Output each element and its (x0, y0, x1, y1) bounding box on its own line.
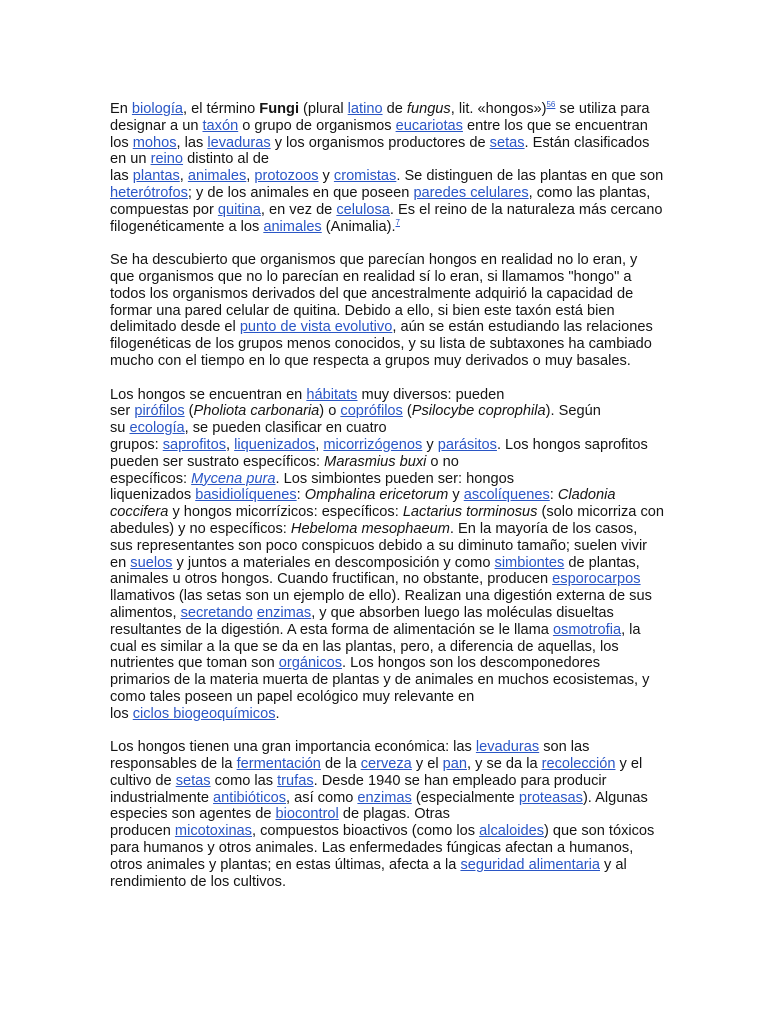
text-run: o no (426, 453, 459, 470)
link-secretando[interactable]: secretando (180, 604, 253, 621)
link-fermentacion[interactable]: fermentación (236, 756, 321, 773)
text-run: de la (320, 756, 361, 773)
text-run: . Desde 1940 se han empleado para producir industrialmente (110, 772, 607, 806)
paragraph-intro (110, 101, 664, 235)
paragraph-economy (110, 739, 664, 890)
link-paredes-celulares[interactable]: paredes celulares (413, 184, 529, 201)
text-run: . (275, 705, 280, 722)
text-run: su (110, 420, 130, 437)
link-setas[interactable]: setas (489, 134, 525, 151)
text-run: Marasmius buxi (324, 453, 427, 470)
text-run: Omphalina ericetorum (304, 487, 449, 504)
link-levaduras[interactable]: levaduras (207, 134, 271, 151)
text-run: : (549, 487, 558, 504)
text-run: , (246, 168, 255, 185)
text-run: . Los hongos son los descomponedores primarios de la materia muerta de plantas y de animales en muchos ecosistemas, y como tales poseen un papel ecológico muy relevante en (110, 655, 650, 705)
text-run: Los hongos tienen una gran importancia económica: las (110, 739, 476, 756)
link-micotoxinas[interactable]: micotoxinas (174, 823, 252, 840)
link-liquenizados[interactable]: liquenizados (234, 436, 316, 453)
text-run: y (448, 487, 464, 504)
link-esporocarpos[interactable]: esporocarpos (552, 571, 641, 588)
reference-link-56[interactable]: 56 (546, 100, 556, 109)
link-osmotrofia[interactable]: osmotrofia (552, 621, 622, 638)
text-run: En (110, 101, 132, 117)
link-organicos[interactable]: orgánicos (278, 655, 343, 672)
link-habitats[interactable]: hábitats (306, 386, 358, 403)
text-run: ser (110, 403, 135, 420)
text-run: ; y de los animales en que poseen (187, 184, 414, 201)
link-coprofilos[interactable]: coprófilos (340, 403, 403, 420)
text-run: y hongos micorrízicos: específicos: (168, 504, 403, 521)
reference-marker (396, 218, 400, 227)
text-run: Psilocybe coprophila (411, 403, 546, 420)
link-protozoos[interactable]: protozoos (254, 168, 319, 185)
link-pan[interactable]: pan (442, 756, 467, 773)
text-run: , en vez de (260, 201, 337, 218)
text-run: fungus (406, 101, 451, 117)
link-alcaloides[interactable]: alcaloides (479, 823, 544, 840)
link-antibioticos[interactable]: antibióticos (213, 789, 287, 806)
text-run: y el (411, 756, 443, 773)
text-run: : (296, 487, 305, 504)
text-run: (solo micorriza con abedules) y no específicos: (110, 504, 664, 537)
text-run: ). Algunas especies son agentes de (110, 789, 648, 823)
link-recoleccion[interactable]: recolección (541, 756, 616, 773)
text-run: (Animalia). (321, 218, 396, 235)
text-run: , y se da la (467, 756, 542, 773)
link-celulosa[interactable]: celulosa (336, 201, 390, 218)
link-basidioliquenes[interactable]: basidiolíquenes (195, 487, 297, 504)
link-ciclos-biogeoquimicos[interactable]: ciclos biogeoquímicos (132, 705, 276, 722)
text-run: , la cual es similar a la que se da en las plantas, pero, a diferencia de aquellas, los nutrientes que toman son (110, 621, 641, 672)
text-run: ) o (319, 403, 341, 420)
text-run: los (110, 705, 133, 722)
text-run: , (315, 436, 324, 453)
link-reino[interactable]: reino (150, 151, 184, 168)
text-run: Fungi (259, 101, 299, 117)
text-run: muy diversos: pueden (357, 386, 505, 403)
text-run: Hebeloma mesophaeum (290, 520, 450, 537)
text-run: . Se distinguen de las plantas en que son (396, 168, 664, 185)
link-saprofitos[interactable]: saprofitos (162, 436, 227, 453)
text-run: , (226, 436, 235, 453)
link-plantas[interactable]: plantas (132, 168, 180, 185)
link-eucariotas[interactable]: eucariotas (395, 117, 463, 134)
text-run: , aún se están estudiando las relaciones filogenéticas de los grupos menos conocidos, y su lista de subtaxones ha cambiado mucho con el tiempo en lo que respecta a grupos muy derivados o muy basales. (110, 319, 653, 369)
text-run: ( (402, 403, 412, 420)
link-enzimas[interactable]: enzimas (256, 604, 312, 621)
text-run: de plagas. Otras (338, 806, 450, 823)
text-run: llamativos (las setas son un ejemplo de ello). Realizan una digestión externa de sus (110, 588, 652, 605)
link-simbiontes[interactable]: simbiontes (494, 554, 565, 571)
link-parasitos[interactable]: parásitos (437, 436, 497, 453)
link-biologia[interactable]: biología (131, 101, 184, 117)
text-run: Lactarius torminosus (402, 504, 538, 521)
text-run: de plantas, animales u otros hongos. Cuando fructifican, no obstante, producen (110, 554, 640, 588)
text-run: , así como (286, 789, 358, 806)
link-ecologia[interactable]: ecología (129, 420, 185, 437)
text-run: Los hongos se encuentran en (110, 386, 307, 403)
text-run: (plural (299, 101, 348, 117)
text-run: Cladonia coccifera (110, 487, 616, 521)
link-quitina[interactable]: quitina (217, 201, 261, 218)
link-mohos[interactable]: mohos (132, 134, 177, 151)
text-run: como las (210, 772, 278, 789)
text-run: se utiliza para designar a un (110, 101, 650, 134)
text-run: liquenizados (110, 487, 196, 504)
text-run: , el término (183, 101, 260, 117)
link-proteasas[interactable]: proteasas (518, 789, 583, 806)
text-run: grupos: (110, 436, 163, 453)
text-run: , las (176, 134, 208, 151)
text-run: (especialmente (411, 789, 519, 806)
text-run: o grupo de organismos (238, 117, 396, 134)
link-enzimas[interactable]: enzimas (357, 789, 412, 806)
paragraph-phylogeny (110, 252, 664, 370)
text-run: entre los que se encuentran los (110, 117, 648, 151)
text-run: específicos: (110, 470, 192, 487)
text-run: Se ha descubierto que organismos que parecían hongos en realidad no lo eran, y que organismos que no lo parecían en realidad sí lo eran, si llamamos "hongo" a todos los organismos derivados del que ancestralmente adquirió la capacidad de formar una pared celular de quitina. Debido a ello, si bien este taxón está bien delimitado desde el (110, 252, 638, 336)
text-run: ). Según (545, 403, 601, 420)
link-setas[interactable]: setas (175, 772, 211, 789)
text-run: , (179, 168, 188, 185)
text-run: . Están clasificados en un (110, 134, 650, 168)
text-run: y (422, 436, 438, 453)
paragraph-habitats (110, 387, 664, 723)
text-run: , y que absorben luego las moléculas disueltas resultantes de la digestión. A esta forma de alimentación se le llama (110, 604, 614, 638)
text-run: . Los hongos saprofitos pueden ser sustrato específicos: (110, 436, 648, 470)
link-biocontrol[interactable]: biocontrol (275, 806, 339, 823)
text-run: , compuestos bioactivos (como los (251, 823, 480, 840)
link-seguridad-alimentaria[interactable]: seguridad alimentaria (460, 856, 600, 873)
link-cerveza[interactable]: cerveza (360, 756, 412, 773)
link-mycena-pura[interactable]: Mycena pura (191, 470, 276, 487)
text-run: de (382, 101, 407, 117)
text-run: ( (184, 403, 194, 420)
text-run: las (110, 168, 133, 185)
link-heterotrofos[interactable]: heterótrofos (110, 184, 188, 201)
link-micorrizogenos[interactable]: micorrizógenos (323, 436, 423, 453)
text-run: alimentos, (110, 604, 181, 621)
link-levaduras[interactable]: levaduras (475, 739, 540, 756)
text-run: y (318, 168, 334, 185)
reference-link-7[interactable]: 7 (395, 217, 400, 227)
text-run: , se pueden clasificar en cuatro (184, 420, 387, 437)
article-body (110, 101, 664, 907)
link-taxon[interactable]: taxón (202, 117, 239, 134)
text-run: y el cultivo de (110, 756, 643, 789)
link-suelos[interactable]: suelos (130, 554, 173, 571)
text-run: Pholiota carbonaria (193, 403, 320, 420)
text-run: y los organismos productores de (270, 134, 490, 151)
text-run: , como las plantas, compuestas por (110, 184, 651, 218)
text-run: ) que son tóxicos para humanos y otros animales. Las enfermedades fúngicas afectan a humanos, otros animales y plantas; en estas últimas, afecta a la (110, 823, 655, 873)
text-run: producen (110, 823, 175, 840)
text-run: . En la mayoría de los casos, sus representantes son poco conspicuos debido a su diminuto tamaño; suelen vivir en (110, 520, 648, 571)
link-latino[interactable]: latino (347, 101, 383, 117)
text-run: y juntos a materiales en descomposición y como (172, 554, 495, 571)
link-animales[interactable]: animales (187, 168, 247, 185)
text-run: . Los simbiontes pueden ser: hongos (275, 470, 515, 487)
text-run: son las responsables de la (110, 739, 590, 773)
link-punto-de-vista-evolutivo[interactable]: punto de vista evolutivo (239, 319, 393, 336)
link-trufas[interactable]: trufas (277, 772, 314, 789)
link-animales[interactable]: animales (263, 218, 322, 235)
text-run: y al rendimiento de los cultivos. (110, 856, 627, 890)
text-run: , lit. «hongos») (450, 101, 547, 117)
text-run: distinto al de (183, 151, 270, 168)
link-ascoliquenes[interactable]: ascolíquenes (463, 487, 550, 504)
link-pirofilos[interactable]: pirófilos (134, 403, 185, 420)
text-run: . Es el reino de la naturaleza más cercano filogenéticamente a los (110, 201, 663, 235)
link-cromistas[interactable]: cromistas (333, 168, 397, 185)
